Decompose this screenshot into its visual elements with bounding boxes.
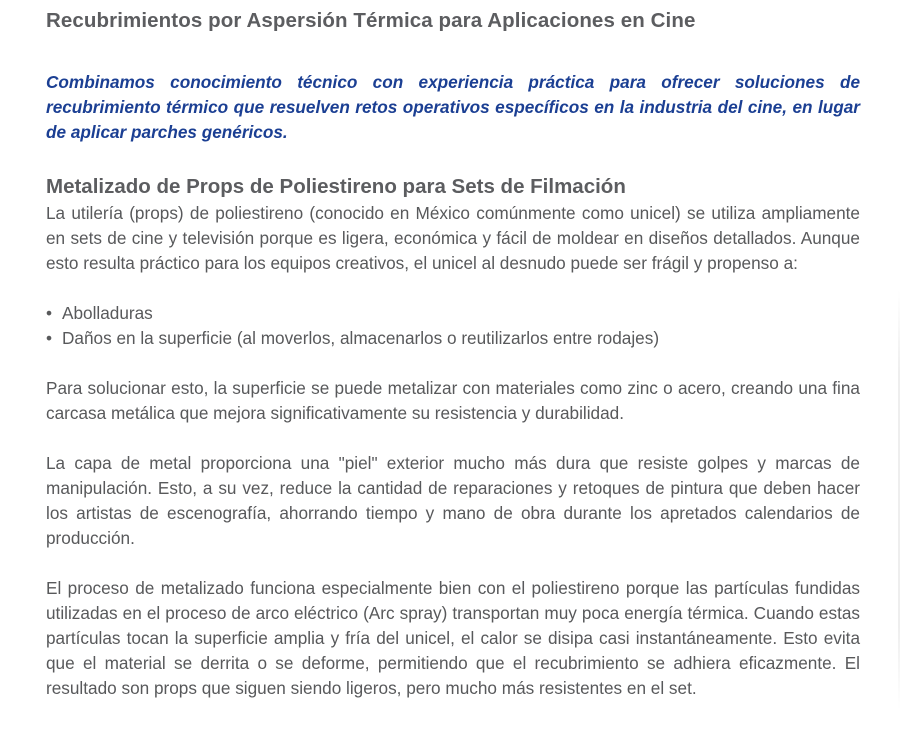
paragraph-metal-skin: La capa de metal proporciona una "piel" exterior mucho más dura que resiste golpes y marcas de manipulación. Esto, a su vez, reduce la cantidad de reparaciones y retoques de pintura que deben hacer los artistas de escenografía, ahorrando tiempo y mano de obra durante los apretados calendarios de producción. — [46, 453, 860, 548]
intro-paragraph: Combinamos conocimiento técnico con experiencia práctica para ofrecer soluciones de recubrimiento térmico que resuelven retos operativos específicos en la industria del cine, en lugar de aplicar parches genéricos. — [46, 72, 860, 142]
list-item — [46, 326, 860, 351]
paragraph-polystyrene-props: La utilería (props) de poliestireno (conocido en México comúnmente como unicel) se utiliza ampliamente en sets de cine y televisión porque es ligera, económica y fácil de moldear en diseños detallados. Aunque esto resulta práctico para los equipos creativos, el unicel al desnudo puede ser frágil y propenso a: — [46, 203, 860, 273]
article — [46, 0, 860, 701]
page-title: Recubrimientos por Aspersión Térmica para Aplicaciones en Cine — [46, 9, 696, 32]
bullet-icon: • — [46, 303, 53, 323]
section-title: Metalizado de Props de Poliestireno para Sets de Filmación — [46, 175, 626, 198]
paragraph-metallizing-solution: Para solucionar esto, la superficie se puede metalizar con materiales como zinc o acero, creando una fina carcasa metálica que mejora significativamente su resistencia y durabilidad. — [46, 378, 860, 423]
damage-list — [46, 301, 860, 351]
paragraph-arc-spray-process: El proceso de metalizado funciona especialmente bien con el poliestireno porque las partículas fundidas utilizadas en el proceso de arco eléctrico (Arc spray) transportan muy poca energía térmica. Cuando estas partículas tocan la superficie amplia y fría del unicel, el calor se disipa casi instantáneamente. Esto evita que el material se derrita o se deforme, permitiendo que el recubrimiento se adhiera eficazmente. El resultado son props que siguen siendo ligeros, pero mucho más resistentes en el set. — [46, 578, 860, 698]
bullet-icon: • — [46, 328, 53, 348]
list-item-text: Daños en la superficie (al moverlos, almacenarlos o reutilizarlos entre rodajes) — [62, 328, 660, 348]
list-item — [46, 301, 860, 326]
list-item-text: Abolladuras — [62, 303, 153, 323]
